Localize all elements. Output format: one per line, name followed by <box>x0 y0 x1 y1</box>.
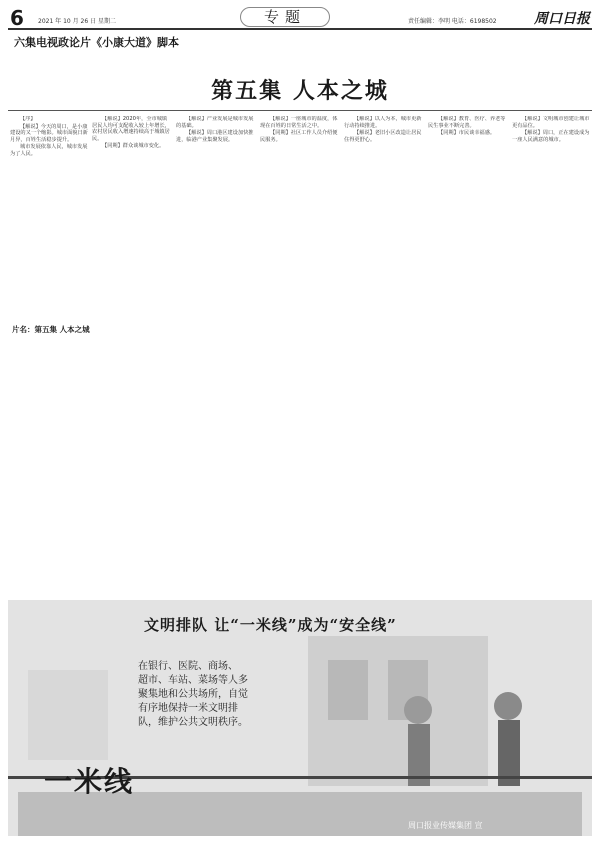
article-column <box>344 116 424 596</box>
paragraph: 【解说】老旧小区改造让居民住得更舒心。 <box>344 130 422 143</box>
civility-illustration <box>8 600 592 836</box>
body-line: 队，维护公共文明秩序。 <box>138 717 248 728</box>
article-column <box>428 116 508 596</box>
illustration-credit: 周口报业传媒集团 宣 <box>408 821 483 830</box>
issue-date: 2021 年 10 月 26 日 星期二 <box>38 18 116 25</box>
paragraph: 【同期】市民谈幸福感。 <box>438 130 496 137</box>
paragraph: 城市发展依靠人民，城市发展为了人民。 <box>10 144 88 157</box>
paragraph: 【解说】一座城市的温度，体现在百姓的日常生活之中。 <box>260 116 338 129</box>
body-line: 在银行、医院、商场、 <box>138 661 238 672</box>
paragraph: 【解说】文明城市创建让城市更有品位。 <box>512 116 590 129</box>
illustration-body <box>138 660 318 730</box>
body-line: 超市、车站、菜场等人多 <box>138 675 248 686</box>
paragraph: 【解说】2020年，全市城镇居民人均可支配收入较上年增长，农村居民收入增速持续高于城镇居民。 <box>92 116 170 142</box>
paragraph: 【解说】以人为本，城市更新行动持续推进。 <box>344 116 422 129</box>
page-number: 6 <box>10 6 24 30</box>
body-line: 聚集地和公共场所，自觉 <box>138 689 248 700</box>
paragraph: 【同期】社区工作人员介绍便民服务。 <box>260 130 338 143</box>
editor-line: 责任编辑：李明 电话：6198502 <box>408 18 497 25</box>
paragraph: 【同期】群众谈城市变化。 <box>102 143 165 150</box>
episode-title: 第五集 人本之城 <box>211 79 389 104</box>
body-line: 有序地保持一米文明排 <box>138 703 238 714</box>
article-column <box>92 116 172 596</box>
column-badge: 专题 <box>240 7 330 27</box>
masthead: 周口日报 <box>534 11 590 27</box>
article-column <box>260 116 340 596</box>
paragraph: 【解说】周口港区建设加快推进，临港产业集聚发展。 <box>176 130 254 143</box>
page-header <box>8 6 592 30</box>
floor-label: 一米线 <box>44 765 135 798</box>
article-column <box>176 116 256 596</box>
paragraph: 【解说】教育、医疗、养老等民生事业不断完善。 <box>428 116 506 129</box>
paragraph: 【解说】周口，正在建设成为一座人民满意的城市。 <box>512 130 590 143</box>
paragraph: 【序】 <box>20 116 36 122</box>
series-title: 六集电视政论片《小康大道》脚本 <box>14 36 179 49</box>
paragraph: 【解说】产业发展是城市发展的基础。 <box>176 116 254 129</box>
article-column <box>512 116 590 596</box>
divider <box>8 110 592 111</box>
illustration-title: 文明排队 让“一米线”成为“安全线” <box>144 616 397 634</box>
article-column <box>10 116 88 596</box>
paragraph: 【解说】今天的周口，是小康建设的又一个缩影。城市面貌日新月异，百姓生活稳步提升。 <box>10 123 88 143</box>
section-heading: 片名：第五集 人本之城 <box>12 325 90 334</box>
